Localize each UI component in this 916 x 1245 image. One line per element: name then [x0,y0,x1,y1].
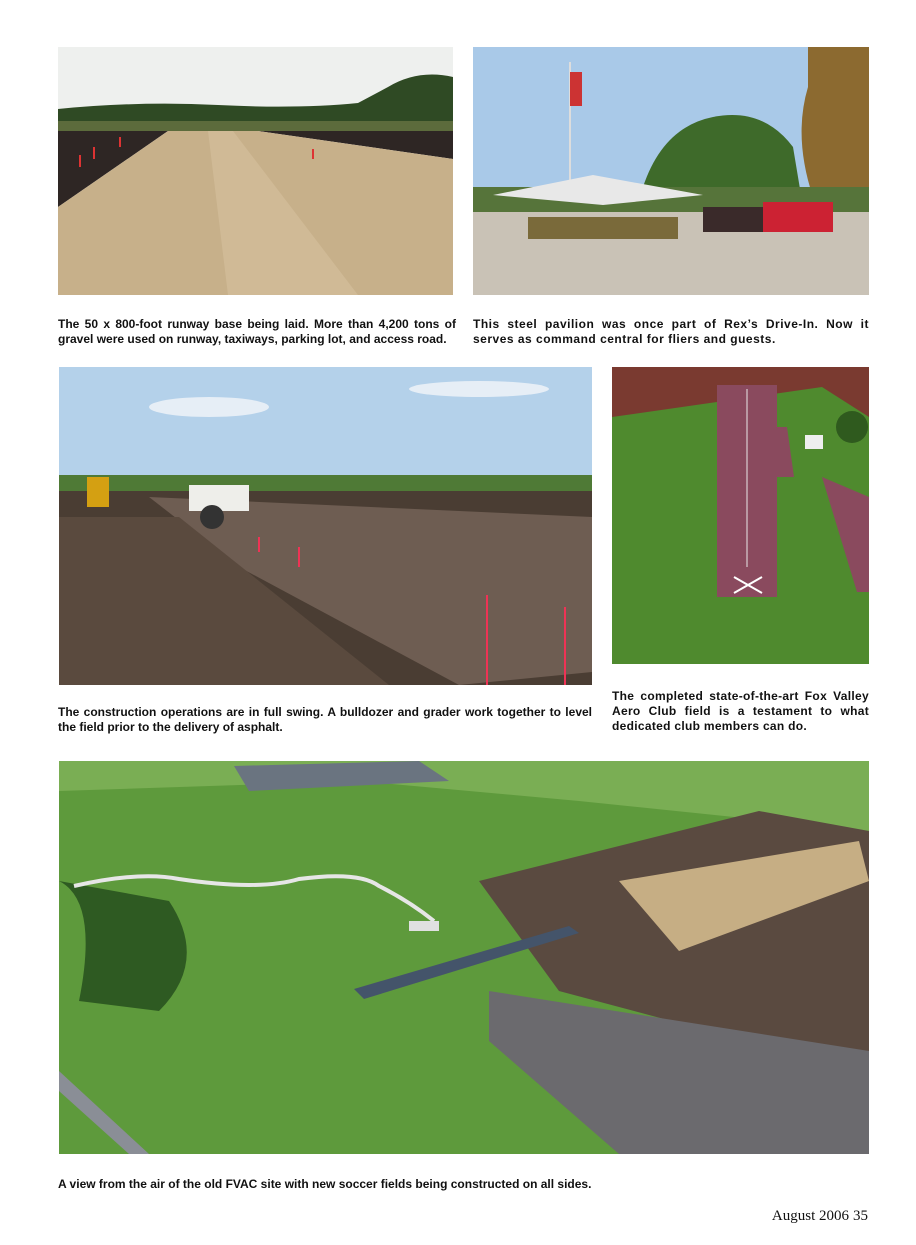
aerial-view-photo [59,761,869,1154]
page-footer [768,1208,868,1225]
completed-field-photo [612,367,869,664]
page-number: 35 [853,1208,868,1224]
runway-base-photo [58,47,453,295]
aerial-view-caption: A view from the air of the old FVAC site with new soccer fields being constructed on all sides. [58,1177,592,1191]
issue-date: August 2006 [771,1208,849,1224]
completed-field-caption: The completed state-of-the-art Fox Valley Aero Club field is a testament to what dedicated club members can do. [612,689,869,733]
construction-caption: The construction operations are in full swing. A bulldozer and grader work together to level the field prior to the delivery of asphalt. [58,705,592,734]
pavilion-photo [473,47,869,295]
pavilion-caption: This steel pavilion was once part of Rex’s Drive-In. Now it serves as command central for fliers and guests. [473,317,869,346]
runway-base-caption: The 50 x 800-foot runway base being laid. More than 4,200 tons of gravel were used on runway, taxiways, parking lot, and access road. [58,317,456,346]
construction-photo [59,367,592,685]
